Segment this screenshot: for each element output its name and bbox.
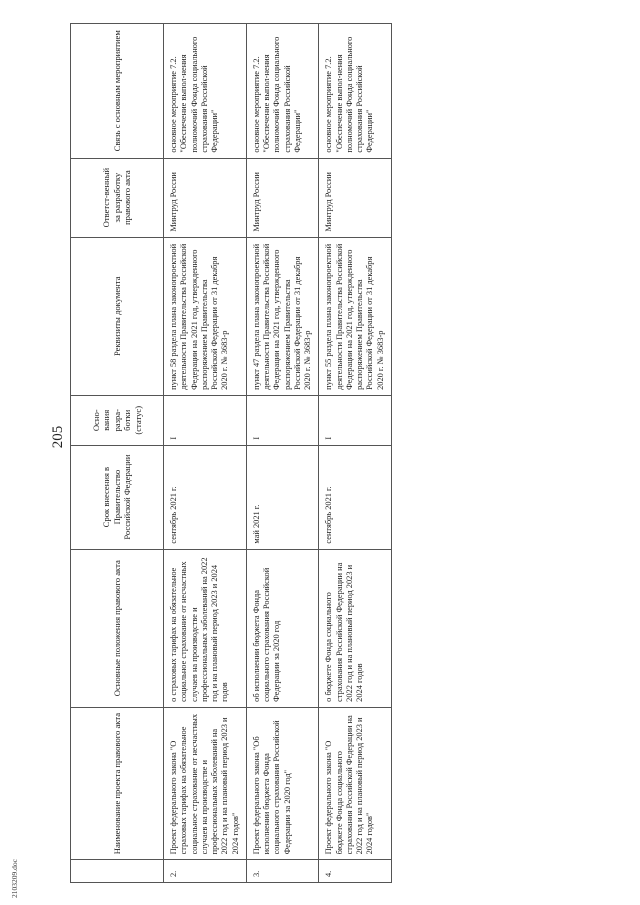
header-act-name: Наименование проекта правового акта <box>71 707 164 860</box>
act-name: Проект федерального закона "О бюджете Фонда социального страхования Российской Федерации на 2022 год и на плановый период 2023 и 2024 годов" <box>319 707 392 860</box>
main-activity-link: основное мероприятие 7.2. "Обеспечение выпол-нения полномочий Фонда социального страхования Российской Федерации" <box>164 24 247 159</box>
responsible: Минтруд России <box>164 158 247 237</box>
row-number: 3. <box>246 860 319 883</box>
legal-acts-table <box>70 23 392 883</box>
act-name: Проект федерального закона "Об исполнении бюджета Фонда социального страхования Российской Федерации за 2020 год" <box>246 707 319 860</box>
row-number: 2. <box>164 860 247 883</box>
provisions: о бюджете Фонда социального страхования Российской Федерации на 2022 год и на плановый период 2023 и 2024 годов <box>319 549 392 707</box>
header-responsible: Ответст-венный за разработку правового акта <box>71 158 164 237</box>
responsible: Минтруд России <box>319 158 392 237</box>
requisites: пункт 55 раздела плана законопроектной деятельности Правительства Российской Федерации на 2021 год, утвержденного распоряжением Правительства Российской Федерации от 31 декабря 2020 г. № 3683-р <box>319 237 392 395</box>
act-name: Проект федерального закона "О страховых тарифах на обязательное социальное страхование от несчастных случаев на производстве и профессиональных заболеваний на 2022 год и на плановый период 2023 и 2024 годов" <box>164 707 247 860</box>
table-row <box>246 24 319 883</box>
header-provisions: Основные положения правового акта <box>71 549 164 707</box>
header-requisites: Реквизиты документа <box>71 237 164 395</box>
main-activity-link: основное мероприятие 7.2. "Обеспечение выпол-нения полномочий Фонда социального страхования Российской Федерации" <box>246 24 319 159</box>
provisions: об исполнении бюджета Фонда социального страхования Российской Федерации за 2020 год <box>246 549 319 707</box>
status: I <box>164 395 247 445</box>
file-name: 2103209.doc <box>10 859 19 898</box>
rotated-table-container <box>70 23 630 883</box>
header-link: Связь с основным мероприятием <box>71 24 164 159</box>
table-header-row <box>71 24 164 883</box>
deadline: май 2021 г. <box>246 445 319 549</box>
page-number: 205 <box>50 425 66 449</box>
deadline: сентябрь 2021 г. <box>319 445 392 549</box>
table-row <box>164 24 247 883</box>
status: I <box>319 395 392 445</box>
main-activity-link: основное мероприятие 7.2. "Обеспечение выпол-нения полномочий Фонда социального страхования Российской Федерации" <box>319 24 392 159</box>
header-status: Осно-вания разра-ботки (статус) <box>71 395 164 445</box>
provisions: о страховых тарифах на обязательное социальное страхование от несчастных случаев на производстве и профессиональных заболеваний на 2022 год и на плановый период 2023 и 2024 годов <box>164 549 247 707</box>
header-deadline: Срок внесения в Правительство Российской Федерации <box>71 445 164 549</box>
requisites: пункт 47 раздела плана законопроектной деятельности Правительства Российской Федерации на 2021 год, утвержденного распоряжением Правительства Российской Федерации от 31 декабря 2020 г. № 3683-р <box>246 237 319 395</box>
table-row <box>319 24 392 883</box>
status: I <box>246 395 319 445</box>
deadline: сентябрь 2021 г. <box>164 445 247 549</box>
row-number: 4. <box>319 860 392 883</box>
header-number <box>71 860 164 883</box>
requisites: пункт 58 раздела плана законопроектной деятельности Правительства Российской Федерации на 2021 год, утвержденного распоряжением Правительства Российской Федерации от 31 декабря 2020 г. № 3683-р <box>164 237 247 395</box>
responsible: Минтруд России <box>246 158 319 237</box>
